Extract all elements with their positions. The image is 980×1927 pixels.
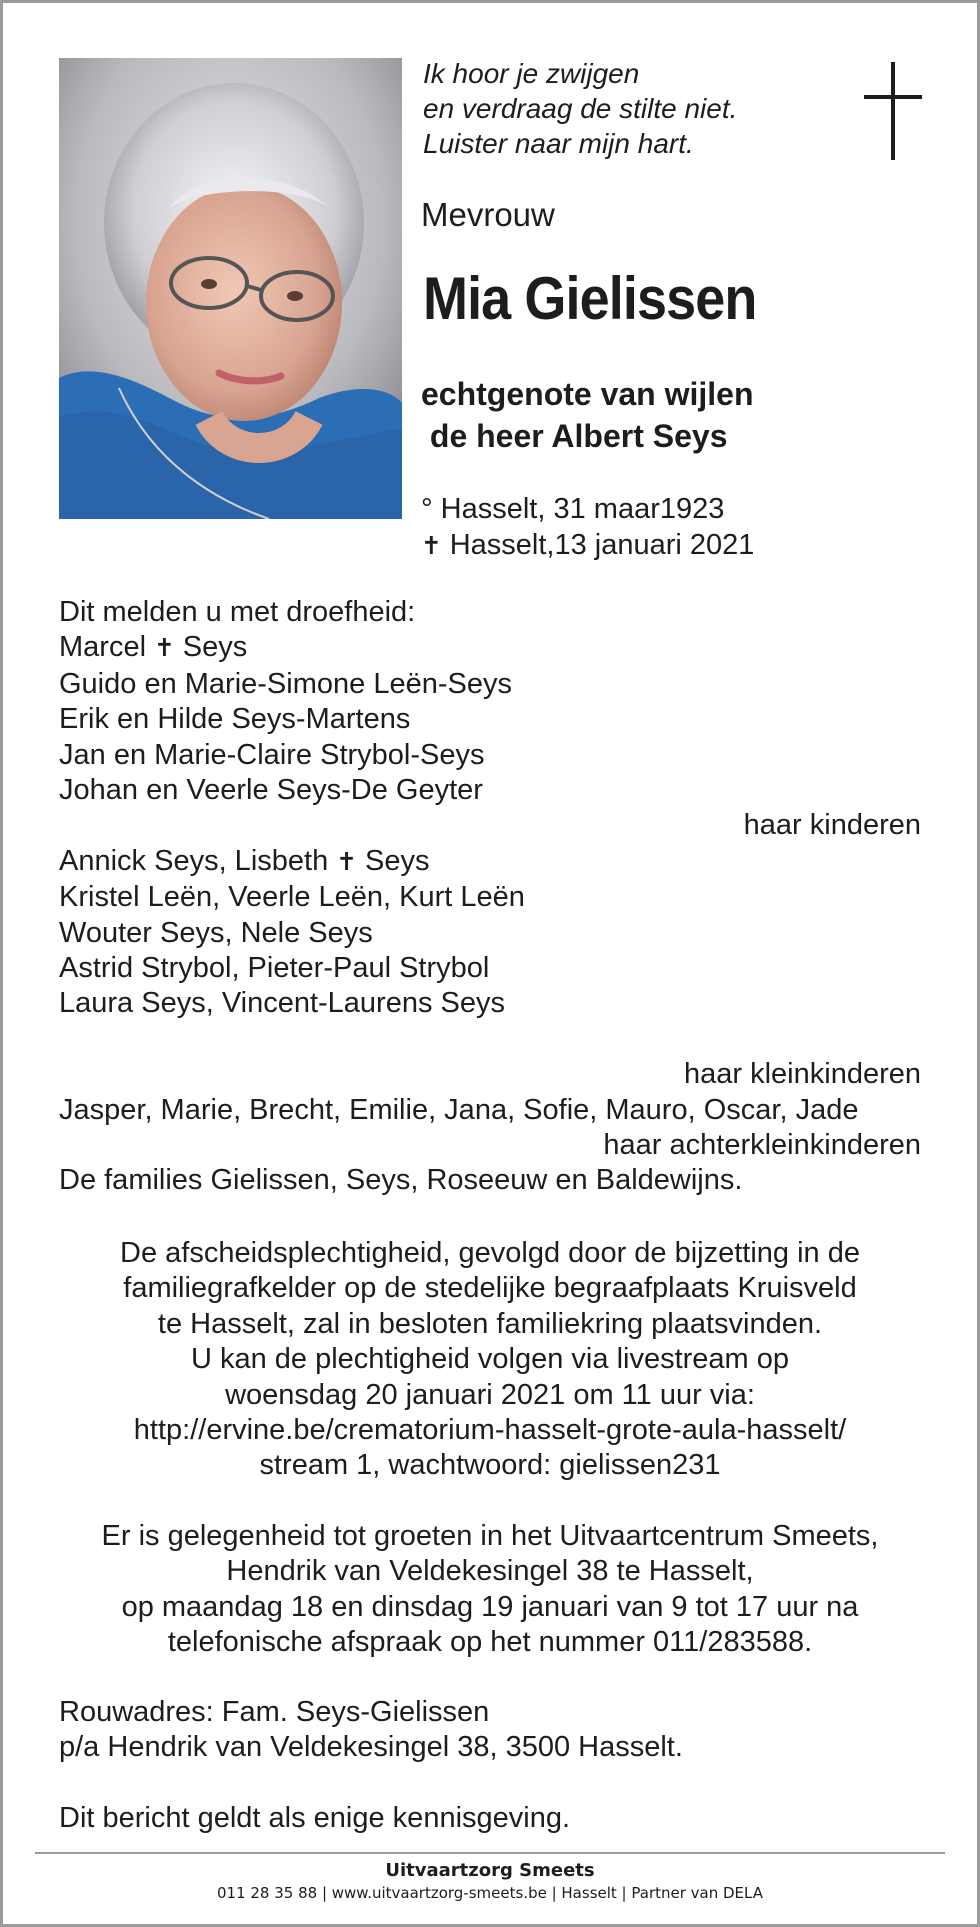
spouse-info	[421, 373, 754, 457]
poem	[423, 56, 737, 161]
dates	[421, 491, 754, 565]
notice: Dit bericht geldt als enige kennisgeving.	[59, 1802, 571, 1834]
list-item: Jan en Marie-Claire Strybol-Seys	[59, 738, 485, 771]
relation-label: haar kleinkinderen	[684, 1058, 921, 1091]
poem-line: Ik hoor je zwijgen	[423, 58, 640, 89]
list-item: Laura Seys, Vincent-Laurens Seys	[59, 987, 506, 1020]
list-item: Wouter Seys, Nele Seys	[59, 916, 373, 949]
poem-line: en verdraag de stilte niet.	[423, 93, 738, 124]
visitation-info: Er is gelegenheid tot groeten in het Uitvaartcentrum Smeets, Hendrik van Veldekesingel 38 te Hasselt, op maandag 18 en dinsdag 19 januari van 9 tot 17 uur na telefonische afspraak op het nummer 011/283588.	[101, 1520, 879, 1659]
list-item: Kristel Leën, Veerle Leën, Kurt Leën	[59, 881, 525, 914]
relation-label: haar achterkleinkinderen	[603, 1129, 921, 1162]
footer-company: Uitvaartzorg Smeets	[385, 1860, 595, 1881]
poem-line: Luister naar mijn hart.	[423, 128, 694, 159]
footer-divider	[35, 1852, 945, 1854]
list-item: Guido en Marie-Simone Leën-Seys	[59, 667, 512, 700]
relation-label: haar kinderen	[743, 809, 921, 842]
title-prefix: Mevrouw	[421, 196, 555, 233]
portrait-photo	[59, 58, 402, 519]
livestream-link: http://ervine.be/crematorium-hasselt-grote-aula-hasselt/	[133, 1414, 847, 1447]
small-cross-icon: ✝	[336, 848, 357, 876]
list-item: Annick Seys, Lisbeth ✝ Seys	[59, 844, 430, 877]
cross-icon	[864, 62, 922, 160]
families-line: De families Gielissen, Seys, Roseeuw en Baldewijns.	[59, 1164, 743, 1197]
list-item: Marcel ✝ Seys	[59, 631, 248, 664]
death-date: ✝ Hasselt,13 januari 2021	[421, 529, 755, 561]
deceased-name: Mia Gielissen	[423, 265, 757, 332]
address-info: Rouwadres: Fam. Seys-Gielissen p/a Hendrik van Veldekesingel 38, 3500 Hasselt.	[59, 1696, 683, 1764]
ceremony-info: De afscheidsplechtigheid, gevolgd door de bijzetting in de familiegrafkelder op de stedelijke begraafplaats Kruisveld te Hasselt, zal in besloten familiekring plaatsvinden. U kan de plechtigheid volgen via livestream op woensdag 20 januari 2021 om 11 uur via: http://ervine.be/crematorium-hasselt-grote-aula-hasselt/ stream 1, wachtwoord: gielissen231	[59, 1236, 921, 1484]
list-item: Johan en Veerle Seys-De Geyter	[59, 774, 483, 807]
children-section	[59, 595, 921, 1199]
footer-contact: 011 28 35 88 | www.uitvaartzorg-smeets.be | Hasselt | Partner van DELA	[216, 1884, 763, 1902]
birth-date: ° Hasselt, 31 maar1923	[421, 493, 725, 525]
list-item: Astrid Strybol, Pieter-Paul Strybol	[59, 952, 490, 985]
list-item: Erik en Hilde Seys-Martens	[59, 703, 411, 736]
spouse-line: de heer Albert Seys	[421, 418, 728, 454]
small-cross-icon: ✝	[421, 533, 442, 560]
small-cross-icon: ✝	[154, 635, 175, 663]
spouse-line: echtgenote van wijlen	[421, 376, 754, 412]
list-item: Jasper, Marie, Brecht, Emilie, Jana, Sofie, Mauro, Oscar, Jade	[59, 1093, 859, 1126]
announce-intro: Dit melden u met droefheid:	[59, 596, 416, 628]
